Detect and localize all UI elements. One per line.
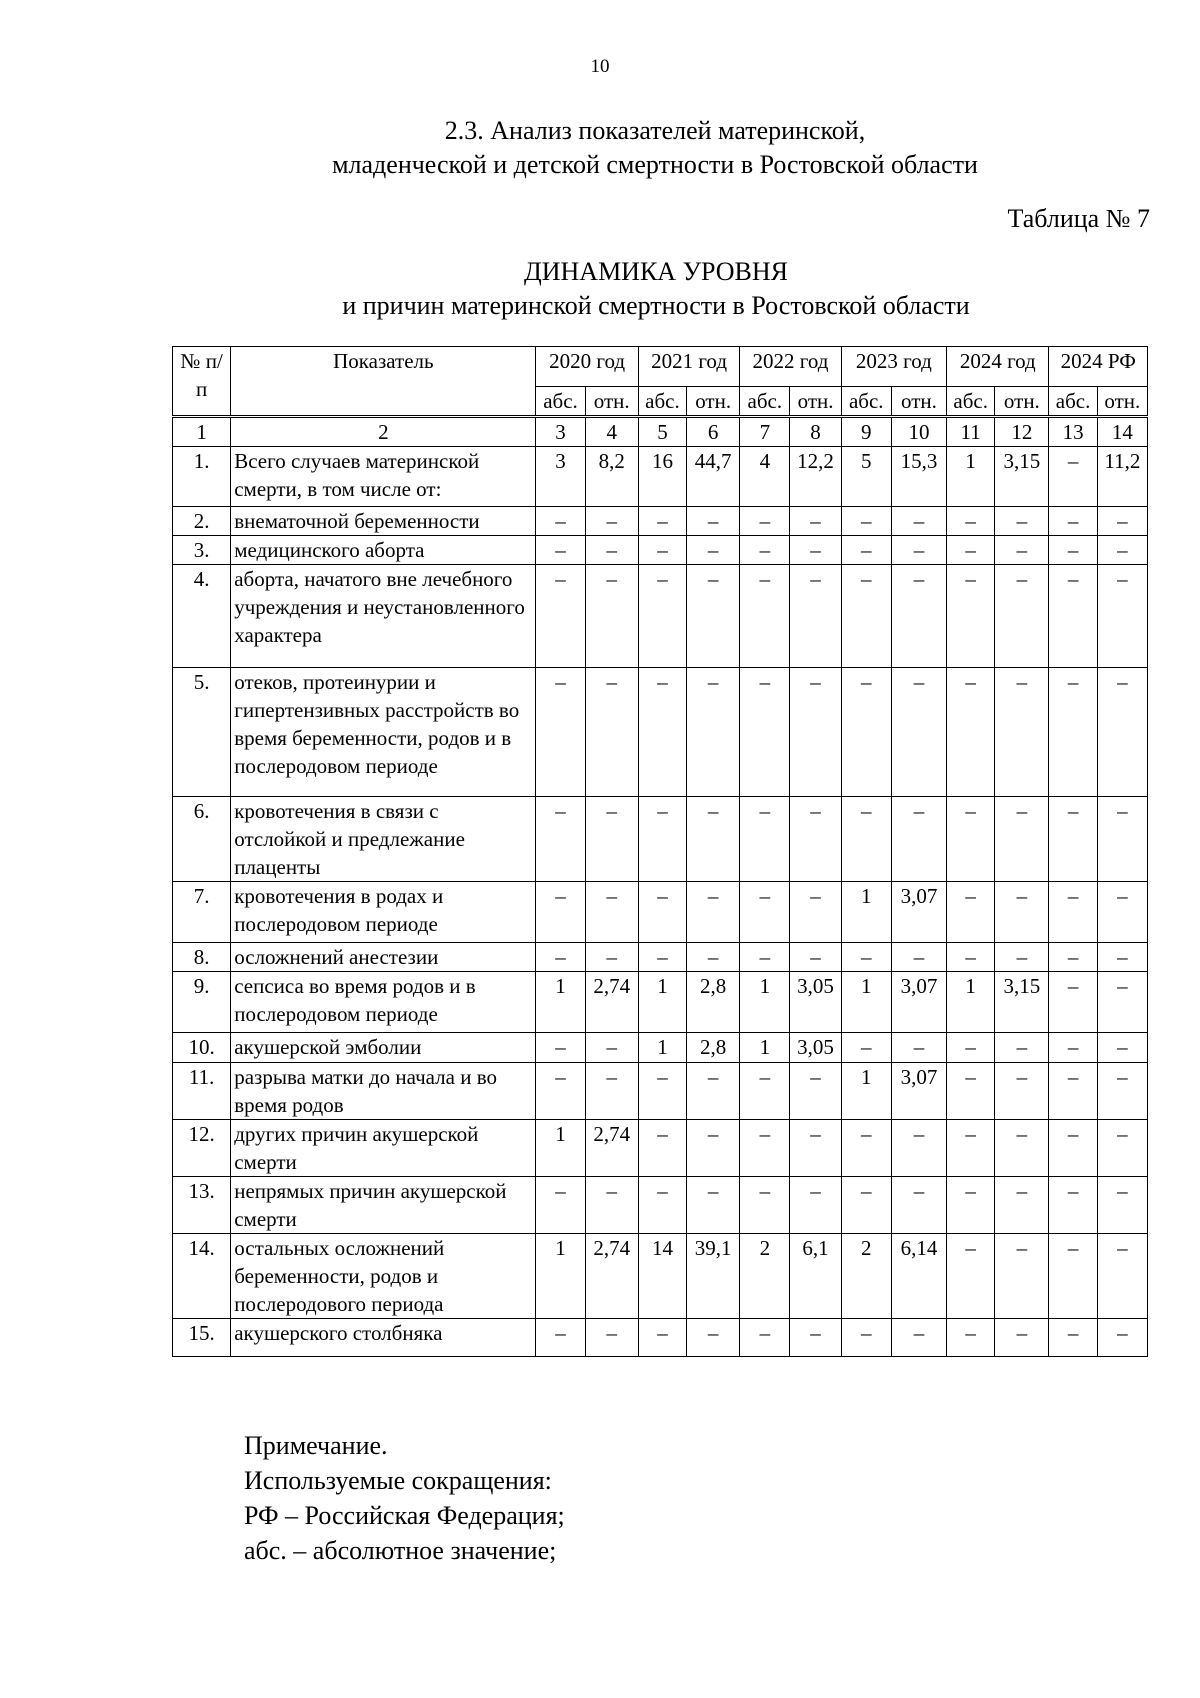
row-value: – (947, 536, 995, 565)
row-value: – (740, 565, 790, 668)
row-value: 44,7 (687, 447, 740, 507)
row-value: – (536, 1319, 585, 1357)
row-value: – (891, 668, 946, 797)
row-value: – (947, 507, 995, 536)
header-rel: отн. (891, 387, 946, 417)
row-value: – (585, 882, 638, 943)
row-value: – (536, 668, 585, 797)
row-value: – (638, 1120, 686, 1177)
row-value: 3,05 (790, 1033, 841, 1063)
row-indicator: отеков, протеинурии и гипертензивных расстройств во время беременности, родов и в послеродовом периоде (231, 668, 536, 797)
row-value: 8,2 (585, 447, 638, 507)
row-value: – (995, 1063, 1049, 1120)
row-value: 3 (536, 447, 585, 507)
row-value: 2,74 (585, 1120, 638, 1177)
header-year: 2022 год (740, 347, 841, 387)
table-row (173, 1319, 1148, 1357)
row-value: 5 (841, 447, 891, 507)
row-indicator: разрыва матки до начала и во время родов (231, 1063, 536, 1120)
row-value: – (740, 536, 790, 565)
row-value: – (790, 943, 841, 972)
row-value: – (1097, 507, 1147, 536)
row-number: 15. (173, 1319, 231, 1357)
row-value: 2 (841, 1234, 891, 1319)
row-value: – (740, 882, 790, 943)
row-value: – (1049, 1033, 1097, 1063)
table-row (173, 1234, 1148, 1319)
row-value: – (841, 1120, 891, 1177)
row-number: 12. (173, 1120, 231, 1177)
section-title-line: младенческой и детской смертности в Ростовской области (332, 150, 978, 179)
row-value: – (638, 943, 686, 972)
row-value: – (790, 1120, 841, 1177)
row-value: – (947, 1319, 995, 1357)
row-value: – (1049, 943, 1097, 972)
table-row (173, 447, 1148, 507)
row-value: – (841, 565, 891, 668)
row-value: – (585, 943, 638, 972)
row-value: – (740, 1177, 790, 1234)
row-value: 1 (536, 972, 585, 1033)
table-row (173, 882, 1148, 943)
column-index: 10 (891, 417, 946, 447)
row-value: – (1049, 668, 1097, 797)
row-value: – (585, 565, 638, 668)
table-row (173, 1033, 1148, 1063)
row-value: – (687, 1120, 740, 1177)
row-value: – (638, 536, 686, 565)
table-row (173, 565, 1148, 668)
row-value: – (585, 536, 638, 565)
header-abs: абс. (1049, 387, 1097, 417)
section-title-line: 2.3. Анализ показателей материнской, (444, 116, 866, 145)
row-value: – (536, 882, 585, 943)
notes (244, 1428, 565, 1568)
row-number: 11. (173, 1063, 231, 1120)
row-value: – (536, 797, 585, 882)
row-value: – (790, 797, 841, 882)
row-value: – (687, 1063, 740, 1120)
row-value: – (585, 1319, 638, 1357)
row-value: – (1097, 943, 1147, 972)
row-value: – (638, 1319, 686, 1357)
column-index: 5 (638, 417, 686, 447)
row-value: – (841, 1033, 891, 1063)
row-number: 14. (173, 1234, 231, 1319)
header-rel: отн. (585, 387, 638, 417)
column-index: 14 (1097, 417, 1147, 447)
column-index: 12 (995, 417, 1049, 447)
header-rel: отн. (687, 387, 740, 417)
row-value: 1 (841, 882, 891, 943)
row-value: – (687, 536, 740, 565)
row-value: 1 (947, 447, 995, 507)
row-value: – (536, 565, 585, 668)
row-value: – (995, 1319, 1049, 1357)
row-value: – (1097, 882, 1147, 943)
row-value: 3,15 (995, 447, 1049, 507)
row-number: 6. (173, 797, 231, 882)
row-value: – (740, 1120, 790, 1177)
row-value: – (947, 882, 995, 943)
table-row (173, 1120, 1148, 1177)
row-value: 1 (638, 972, 686, 1033)
row-value: – (995, 882, 1049, 943)
row-value: – (1097, 972, 1147, 1033)
row-value: – (536, 507, 585, 536)
row-value: 2,8 (687, 1033, 740, 1063)
row-value: – (687, 507, 740, 536)
column-index: 11 (947, 417, 995, 447)
header-year: 2024 РФ (1049, 347, 1148, 387)
row-value: – (1097, 1234, 1147, 1319)
row-value: – (536, 1063, 585, 1120)
row-value: – (891, 565, 946, 668)
row-value: 1 (638, 1033, 686, 1063)
header-abs: абс. (740, 387, 790, 417)
row-value: – (891, 797, 946, 882)
row-value: 3,07 (891, 972, 946, 1033)
row-value: 12,2 (790, 447, 841, 507)
row-value: – (1049, 882, 1097, 943)
row-value: – (1049, 1063, 1097, 1120)
row-value: 1 (536, 1120, 585, 1177)
row-value: – (841, 507, 891, 536)
column-index: 1 (173, 417, 231, 447)
row-value: 1 (947, 972, 995, 1033)
row-value: – (995, 536, 1049, 565)
row-value: 14 (638, 1234, 686, 1319)
column-index: 6 (687, 417, 740, 447)
row-value: 15,3 (891, 447, 946, 507)
row-number: 3. (173, 536, 231, 565)
row-value: 1 (841, 972, 891, 1033)
row-value: – (740, 797, 790, 882)
row-value: – (1049, 1234, 1097, 1319)
row-value: – (947, 1063, 995, 1120)
row-value: 1 (536, 1234, 585, 1319)
row-value: – (947, 1234, 995, 1319)
header-rel: отн. (790, 387, 841, 417)
table-row (173, 507, 1148, 536)
row-value: – (638, 797, 686, 882)
row-number: 7. (173, 882, 231, 943)
row-number: 8. (173, 943, 231, 972)
column-index: 7 (740, 417, 790, 447)
row-indicator: сепсиса во время родов и в послеродовом периоде (231, 972, 536, 1033)
row-value: 3,07 (891, 1063, 946, 1120)
column-index: 4 (585, 417, 638, 447)
row-value: – (1097, 536, 1147, 565)
row-value: – (638, 1063, 686, 1120)
row-value: – (740, 1063, 790, 1120)
header-no: № п/п (173, 347, 231, 417)
row-value: – (1049, 536, 1097, 565)
header-rel: отн. (1097, 387, 1147, 417)
row-value: – (1049, 507, 1097, 536)
row-value: – (841, 668, 891, 797)
row-value: – (1097, 1033, 1147, 1063)
row-value: – (740, 943, 790, 972)
row-value: – (790, 668, 841, 797)
table-heading-line: ДИНАМИКА УРОВНЯ (524, 257, 788, 286)
column-index: 3 (536, 417, 585, 447)
row-indicator: осложнений анестезии (231, 943, 536, 972)
row-value: – (585, 1033, 638, 1063)
row-value: – (1049, 1120, 1097, 1177)
row-value: – (790, 536, 841, 565)
row-number: 9. (173, 972, 231, 1033)
row-number: 1. (173, 447, 231, 507)
section-title (0, 114, 1200, 182)
column-index: 9 (841, 417, 891, 447)
row-value: – (687, 943, 740, 972)
row-value: – (947, 1177, 995, 1234)
header-abs: абс. (947, 387, 995, 417)
header-indicator: Показатель (231, 347, 536, 417)
table-row (173, 1063, 1148, 1120)
row-value: – (638, 882, 686, 943)
row-value: – (841, 1319, 891, 1357)
header-abs: абс. (841, 387, 891, 417)
row-value: – (1049, 797, 1097, 882)
row-value: – (687, 565, 740, 668)
row-value: 2,74 (585, 972, 638, 1033)
row-value: – (995, 1033, 1049, 1063)
row-value: – (995, 797, 1049, 882)
row-value: – (1097, 1319, 1147, 1357)
row-indicator: кровотечения в родах и послеродовом периоде (231, 882, 536, 943)
table-row (173, 536, 1148, 565)
row-value: 2 (740, 1234, 790, 1319)
row-value: 4 (740, 447, 790, 507)
row-value: – (638, 668, 686, 797)
row-value: – (1097, 668, 1147, 797)
row-number: 10. (173, 1033, 231, 1063)
row-value: – (841, 1177, 891, 1234)
row-value: – (638, 1177, 686, 1234)
header-abs: абс. (536, 387, 585, 417)
row-value: – (536, 1033, 585, 1063)
row-value: 6,1 (790, 1234, 841, 1319)
row-value: – (891, 1120, 946, 1177)
row-indicator: внематочной беременности (231, 507, 536, 536)
row-value: – (995, 1120, 1049, 1177)
row-value: – (536, 1177, 585, 1234)
column-index-row (173, 417, 1148, 447)
row-indicator: других причин акушерской смерти (231, 1120, 536, 1177)
table-row (173, 668, 1148, 797)
row-value: – (947, 668, 995, 797)
row-value: – (947, 1120, 995, 1177)
row-value: – (1049, 972, 1097, 1033)
row-indicator: непрямых причин акушерской смерти (231, 1177, 536, 1234)
row-value: – (1097, 797, 1147, 882)
row-value: – (585, 797, 638, 882)
row-value: – (790, 507, 841, 536)
row-value: – (947, 797, 995, 882)
row-value: – (536, 943, 585, 972)
table-row (173, 943, 1148, 972)
row-value: – (995, 1177, 1049, 1234)
row-value: – (740, 507, 790, 536)
row-value: – (947, 565, 995, 668)
row-indicator: аборта, начатого вне лечебного учреждения и неустановленного характера (231, 565, 536, 668)
note-line: Примечание. (244, 1431, 388, 1460)
row-indicator: медицинского аборта (231, 536, 536, 565)
row-value: – (947, 943, 995, 972)
row-value: – (687, 797, 740, 882)
header-rel: отн. (995, 387, 1049, 417)
row-value: 11,2 (1097, 447, 1147, 507)
row-value: 1 (740, 1033, 790, 1063)
row-value: – (585, 1177, 638, 1234)
row-value: – (790, 565, 841, 668)
header-abs: абс. (638, 387, 686, 417)
row-value: – (891, 536, 946, 565)
row-value: – (585, 668, 638, 797)
row-value: – (1049, 565, 1097, 668)
row-value: – (790, 1063, 841, 1120)
row-value: 1 (740, 972, 790, 1033)
row-value: – (1049, 1177, 1097, 1234)
row-value: – (841, 536, 891, 565)
header-year: 2023 год (841, 347, 946, 387)
row-value: 2,8 (687, 972, 740, 1033)
row-indicator: Всего случаев материнской смерти, в том числе от: (231, 447, 536, 507)
table-heading (0, 255, 1200, 323)
row-number: 4. (173, 565, 231, 668)
row-value: – (585, 1063, 638, 1120)
row-value: – (638, 507, 686, 536)
row-value: – (790, 1319, 841, 1357)
row-value: 3,07 (891, 882, 946, 943)
row-value: – (740, 1319, 790, 1357)
row-value: 3,15 (995, 972, 1049, 1033)
row-value: – (891, 943, 946, 972)
row-value: 39,1 (687, 1234, 740, 1319)
header-year: 2024 год (947, 347, 1049, 387)
row-value: 1 (841, 1063, 891, 1120)
row-value: – (891, 507, 946, 536)
table-row (173, 972, 1148, 1033)
column-index: 13 (1049, 417, 1097, 447)
header-year: 2021 год (638, 347, 739, 387)
mortality-table (172, 346, 1148, 1357)
table-heading-line: и причин материнской смертности в Ростовской области (342, 291, 970, 320)
row-value: 3,05 (790, 972, 841, 1033)
row-value: – (947, 1033, 995, 1063)
row-value: – (1097, 565, 1147, 668)
row-value: – (740, 668, 790, 797)
table-row (173, 1177, 1148, 1234)
row-value: – (1097, 1063, 1147, 1120)
row-value: – (1097, 1120, 1147, 1177)
row-value: – (995, 1234, 1049, 1319)
page-number: 10 (590, 56, 610, 77)
table-row (173, 797, 1148, 882)
row-value: – (891, 1319, 946, 1357)
column-index: 2 (231, 417, 536, 447)
row-number: 5. (173, 668, 231, 797)
row-value: 16 (638, 447, 686, 507)
row-value: – (638, 565, 686, 668)
row-value: – (995, 668, 1049, 797)
table-label: Таблица № 7 (1007, 204, 1150, 233)
row-value: – (891, 1033, 946, 1063)
note-line: абс. – абсолютное значение; (244, 1536, 557, 1565)
row-value: 6,14 (891, 1234, 946, 1319)
row-indicator: остальных осложнений беременности, родов и послеродового периода (231, 1234, 536, 1319)
row-value: – (687, 882, 740, 943)
row-value: – (687, 668, 740, 797)
column-index: 8 (790, 417, 841, 447)
row-value: – (687, 1319, 740, 1357)
row-value: – (790, 882, 841, 943)
row-value: – (790, 1177, 841, 1234)
row-value: – (995, 507, 1049, 536)
row-value: – (1049, 1319, 1097, 1357)
note-line: Используемые сокращения: (244, 1466, 552, 1495)
row-value: – (585, 507, 638, 536)
row-value: – (536, 536, 585, 565)
row-number: 13. (173, 1177, 231, 1234)
row-value: – (841, 797, 891, 882)
row-value: – (995, 565, 1049, 668)
row-indicator: кровотечения в связи с отслойкой и предлежание плаценты (231, 797, 536, 882)
row-value: 2,74 (585, 1234, 638, 1319)
note-line: РФ – Российская Федерация; (244, 1501, 565, 1530)
row-number: 2. (173, 507, 231, 536)
row-indicator: акушерского столбняка (231, 1319, 536, 1357)
row-value: – (995, 943, 1049, 972)
row-value: – (891, 1177, 946, 1234)
row-value: – (1097, 1177, 1147, 1234)
header-year: 2020 год (536, 347, 638, 387)
row-value: – (1049, 447, 1097, 507)
row-indicator: акушерской эмболии (231, 1033, 536, 1063)
row-value: – (687, 1177, 740, 1234)
row-value: – (841, 943, 891, 972)
